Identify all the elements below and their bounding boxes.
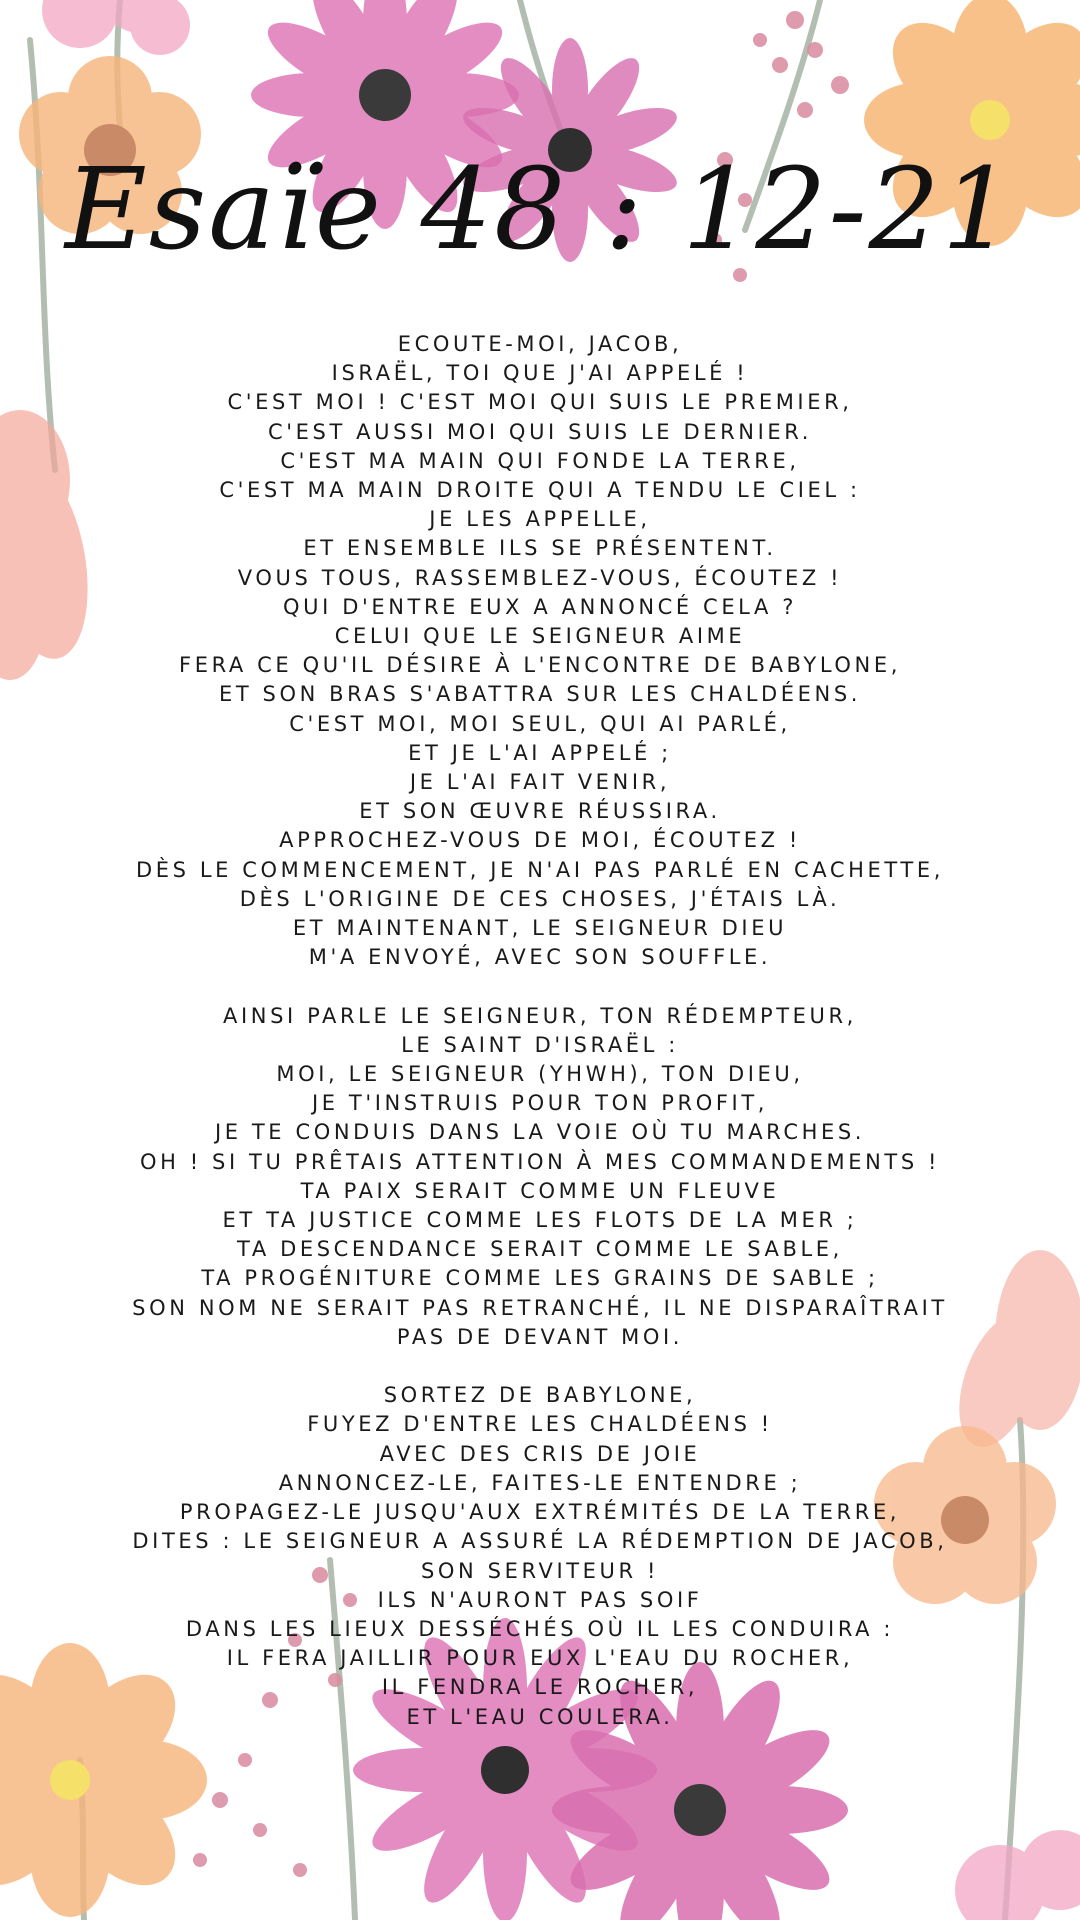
verse-line: APPROCHEZ-VOUS DE MOI, ÉCOUTEZ ! (279, 828, 801, 853)
verse-line: C'EST MA MAIN QUI FONDE LA TERRE, (280, 448, 800, 473)
pink-flower-bottom-right-corner (955, 1830, 1080, 1920)
verse-line: SON SERVITEUR ! (421, 1558, 659, 1583)
verse-line: QUI D'ENTRE EUX A ANNONCÉ CELA ? (283, 594, 797, 619)
verse-line: IL FENDRA LE ROCHER, (381, 1675, 699, 1700)
verse-line: C'EST MA MAIN DROITE QUI A TENDU LE CIEL : (219, 478, 861, 503)
verse-line: OH ! SI TU PRÊTAIS ATTENTION À MES COMMANDEMENTS ! (139, 1149, 941, 1174)
verse-line: DÈS LE COMMENCEMENT, JE N'AI PAS PARLÉ EN CACHETTE, (135, 857, 945, 882)
verse-line: ECOUTE-MOI, JACOB, (397, 332, 683, 356)
verse-line: ET MAINTENANT, LE SEIGNEUR DIEU (292, 916, 788, 941)
verse-line: VOUS TOUS, RASSEMBLEZ-VOUS, ÉCOUTEZ ! (237, 565, 843, 590)
verse-line: DANS LES LIEUX DESSÉCHÉS OÙ IL LES CONDUIRA : (185, 1616, 895, 1641)
verse-line: ANNONCEZ-LE, FAITES-LE ENTENDRE ; (278, 1470, 802, 1495)
verse-line: DITES : LE SEIGNEUR A ASSURÉ LA RÉDEMPTION DE JACOB, (132, 1529, 948, 1554)
verse-line: JE L'AI FAIT VENIR, (409, 770, 671, 795)
verse-line: MOI, LE SEIGNEUR (YHWH), TON DIEU, (276, 1062, 804, 1087)
stanza-break (60, 972, 1020, 1001)
verse-line: PROPAGEZ-LE JUSQU'AUX EXTRÉMITÉS DE LA TERRE, (179, 1500, 901, 1525)
verse-line: DÈS L'ORIGINE DE CES CHOSES, J'ÉTAIS LÀ. (239, 886, 841, 911)
verse-line: FUYEZ D'ENTRE LES CHALDÉENS ! (307, 1412, 773, 1437)
verse-line: C'EST MOI, MOI SEUL, QUI AI PARLÉ, (289, 711, 791, 736)
verse-line: TA PAIX SERAIT COMME UN FLEUVE (300, 1178, 780, 1203)
verse-line: SON NOM NE SERAIT PAS RETRANCHÉ, IL NE DISPARAÎTRAIT (132, 1295, 948, 1320)
verse-line: ISRAËL, TOI QUE J'AI APPELÉ ! (331, 361, 749, 386)
verse-line: FERA CE QU'IL DÉSIRE À L'ENCONTRE DE BABYLONE, (179, 653, 901, 678)
stanza-break (60, 1352, 1020, 1381)
verse-line: M'A ENVOYÉ, AVEC SON SOUFFLE. (308, 945, 772, 970)
verse-line: IL FERA JAILLIR POUR EUX L'EAU DU ROCHER, (226, 1646, 854, 1671)
verse-line: AVEC DES CRIS DE JOIE (379, 1441, 701, 1466)
page-title: Esaïe 48 : 12-21 (64, 145, 1016, 275)
verse-line: JE T'INSTRUIS POUR TON PROFIT, (311, 1091, 769, 1116)
verse-line: TA PROGÉNITURE COMME LES GRAINS DE SABLE ; (201, 1266, 879, 1291)
verse-line: CELUI QUE LE SEIGNEUR AIME (334, 624, 746, 649)
verse-line: ILS N'AURONT PAS SOIF (377, 1587, 703, 1612)
verse-line: TA DESCENDANCE SERAIT COMME LE SABLE, (237, 1237, 843, 1262)
verse-line: PAS DE DEVANT MOI. (396, 1324, 684, 1349)
verse-line: SORTEZ DE BABYLONE, (383, 1383, 697, 1408)
verse-line: JE TE CONDUIS DANS LA VOIE OÙ TU MARCHES. (214, 1120, 866, 1145)
verse-line: ET TA JUSTICE COMME LES FLOTS DE LA MER ; (222, 1208, 858, 1233)
verse-line: ET SON ŒUVRE RÉUSSIRA. (359, 799, 721, 824)
verse-line: ET ENSEMBLE ILS SE PRÉSENTENT. (303, 536, 777, 561)
verse-line: ET JE L'AI APPELÉ ; (408, 740, 672, 765)
verse-line: C'EST MOI ! C'EST MOI QUI SUIS LE PREMIER, (227, 390, 853, 415)
verse-line: ET L'EAU COULERA. (406, 1704, 674, 1729)
verse-line: C'EST AUSSI MOI QUI SUIS LE DERNIER. (268, 419, 812, 444)
verse-line: JE LES APPELLE, (429, 507, 651, 532)
verse-text (60, 330, 1020, 1732)
verse-line: ET SON BRAS S'ABATTRA SUR LES CHALDÉENS. (218, 682, 862, 707)
verse-line: AINSI PARLE LE SEIGNEUR, TON RÉDEMPTEUR, (223, 1003, 857, 1028)
verse-line: LE SAINT D'ISRAËL : (401, 1032, 679, 1057)
